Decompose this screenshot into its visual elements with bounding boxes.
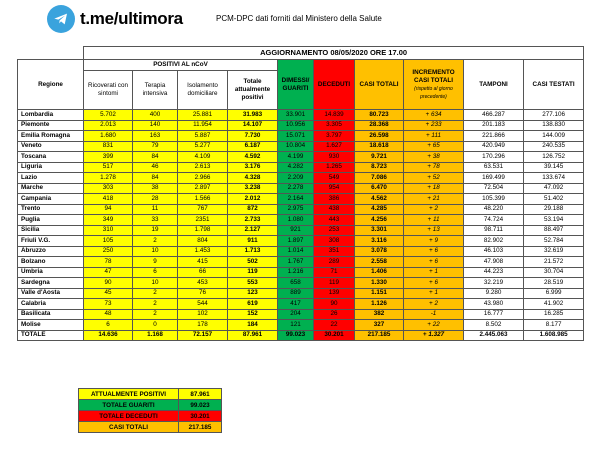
cell-tot: 502 [228, 257, 278, 268]
cell-ter: 10 [133, 246, 178, 257]
incremento-label: INCREMENTO CASI TOTALI [412, 68, 455, 84]
cell-dec: 139 [314, 288, 355, 299]
summary-value: 30.201 [179, 411, 222, 422]
cell-test: 144.009 [524, 131, 584, 142]
cell-test: 39.145 [524, 162, 584, 173]
cell-tot: 119 [228, 267, 278, 278]
table-row [18, 320, 584, 331]
cell-casi: 2.558 [355, 257, 404, 268]
cell-test: 277.106 [524, 110, 584, 121]
cell-inc: + 9 [404, 236, 464, 247]
cell-dim: 658 [278, 278, 314, 289]
cell-ter: 84 [133, 173, 178, 184]
cell-tot: 1.713 [228, 246, 278, 257]
table-row [18, 173, 584, 184]
cell-region: Lazio [18, 173, 84, 184]
cell-dec: 71 [314, 267, 355, 278]
cell-ter: 84 [133, 152, 178, 163]
cell-ric: 517 [84, 162, 133, 173]
cell-region: Valle d'Aosta [18, 288, 84, 299]
cell-dim: 4.282 [278, 162, 314, 173]
cell-tamp: 74.724 [464, 215, 524, 226]
incremento-note: (rispetto al giorno precedente) [414, 85, 453, 100]
cell-dec: 386 [314, 194, 355, 205]
cell-region: Umbria [18, 267, 84, 278]
cell-ric: 831 [84, 141, 133, 152]
cell-dim: 1.897 [278, 236, 314, 247]
cell-test: 29.188 [524, 204, 584, 215]
cell-tot: 31.983 [228, 110, 278, 121]
cell-tamp: 170.296 [464, 152, 524, 163]
cell-tamp: 2.445.063 [464, 330, 524, 341]
cell-casi: 382 [355, 309, 404, 320]
cell-region: Bolzano [18, 257, 84, 268]
cell-inc: + 111 [404, 131, 464, 142]
cell-region: Emilia Romagna [18, 131, 84, 142]
cell-ter: 2 [133, 299, 178, 310]
summary-table [78, 388, 222, 433]
cell-casi: 9.721 [355, 152, 404, 163]
cell-inc: + 634 [404, 110, 464, 121]
cell-ter: 79 [133, 141, 178, 152]
cell-tot: 872 [228, 204, 278, 215]
cell-dec: 930 [314, 152, 355, 163]
data-source: PCM-DPC dati forniti dal Ministero della Salute [216, 14, 382, 23]
col-dimessi: DIMESSI/ GUARITI [278, 60, 314, 110]
cell-iso: 1.798 [178, 225, 228, 236]
cell-tamp: 221.866 [464, 131, 524, 142]
cell-dec: 26 [314, 309, 355, 320]
cell-ric: 48 [84, 309, 133, 320]
cell-region: Trento [18, 204, 84, 215]
cell-region: Basilicata [18, 309, 84, 320]
cell-test: 30.704 [524, 267, 584, 278]
cell-ric: 6 [84, 320, 133, 331]
cell-casi: 3.116 [355, 236, 404, 247]
cell-tot: 14.107 [228, 120, 278, 131]
cell-iso: 102 [178, 309, 228, 320]
cell-dec: 119 [314, 278, 355, 289]
cell-test: 138.830 [524, 120, 584, 131]
cell-test: 51.402 [524, 194, 584, 205]
cell-ric: 1.680 [84, 131, 133, 142]
cell-iso: 767 [178, 204, 228, 215]
summary-value: 217.185 [179, 422, 222, 433]
col-casi-testati: CASI TESTATI [524, 60, 584, 110]
cell-casi: 1.406 [355, 267, 404, 278]
cell-dec: 30.201 [314, 330, 355, 341]
cell-tot: 2.733 [228, 215, 278, 226]
cell-iso: 453 [178, 278, 228, 289]
cell-tamp: 420.949 [464, 141, 524, 152]
cell-tamp: 98.711 [464, 225, 524, 236]
cell-tamp: 169.499 [464, 173, 524, 184]
cell-ric: 105 [84, 236, 133, 247]
cell-ter: 46 [133, 162, 178, 173]
cell-casi: 18.618 [355, 141, 404, 152]
cell-tamp: 466.287 [464, 110, 524, 121]
cell-casi: 4.256 [355, 215, 404, 226]
cell-ter: 2 [133, 288, 178, 299]
cell-tot: 619 [228, 299, 278, 310]
cell-inc: + 22 [404, 320, 464, 331]
cell-dim: 2.164 [278, 194, 314, 205]
cell-test: 28.519 [524, 278, 584, 289]
col-incremento [404, 60, 464, 110]
cell-test: 88.497 [524, 225, 584, 236]
cell-ter: 140 [133, 120, 178, 131]
telegram-icon [47, 5, 75, 33]
cell-tamp: 44.223 [464, 267, 524, 278]
cell-tamp: 63.531 [464, 162, 524, 173]
cell-tot: 184 [228, 320, 278, 331]
col-terapia: Terapia intensiva [133, 71, 178, 110]
cell-tot: 87.961 [228, 330, 278, 341]
cell-iso: 5.887 [178, 131, 228, 142]
cell-casi: 4.285 [355, 204, 404, 215]
cell-iso: 2.966 [178, 173, 228, 184]
cell-iso: 66 [178, 267, 228, 278]
table-row [18, 309, 584, 320]
table-row [18, 215, 584, 226]
table-row [18, 152, 584, 163]
cell-iso: 2.897 [178, 183, 228, 194]
header-row-1 [18, 60, 584, 71]
cell-ter: 2 [133, 236, 178, 247]
cell-region: Campania [18, 194, 84, 205]
cell-dim: 2.975 [278, 204, 314, 215]
table-row [18, 183, 584, 194]
cell-casi: 28.368 [355, 120, 404, 131]
cell-tot: 553 [228, 278, 278, 289]
cell-dec: 308 [314, 236, 355, 247]
cell-region: Molise [18, 320, 84, 331]
cell-dec: 3.797 [314, 131, 355, 142]
cell-iso: 4.109 [178, 152, 228, 163]
cell-casi: 217.185 [355, 330, 404, 341]
cell-inc: + 2 [404, 299, 464, 310]
table-row [18, 257, 584, 268]
col-isolamento: Isolamento domiciliare [178, 71, 228, 110]
summary-label: ATTUALMENTE POSITIVI [79, 389, 179, 400]
cell-iso: 76 [178, 288, 228, 299]
cell-casi: 3.301 [355, 225, 404, 236]
cell-region: Marche [18, 183, 84, 194]
cell-dim: 417 [278, 299, 314, 310]
cell-casi: 26.598 [355, 131, 404, 142]
cell-dim: 1.080 [278, 215, 314, 226]
cell-dim: 2.278 [278, 183, 314, 194]
cell-ter: 10 [133, 278, 178, 289]
cell-ric: 94 [84, 204, 133, 215]
table-row [18, 267, 584, 278]
cell-ter: 0 [133, 320, 178, 331]
table-row [18, 131, 584, 142]
cell-casi: 3.078 [355, 246, 404, 257]
cell-ric: 1.278 [84, 173, 133, 184]
cell-inc: + 21 [404, 194, 464, 205]
cell-tamp: 72.504 [464, 183, 524, 194]
cell-tamp: 201.183 [464, 120, 524, 131]
cell-tamp: 48.220 [464, 204, 524, 215]
cell-ter: 400 [133, 110, 178, 121]
cell-casi: 6.470 [355, 183, 404, 194]
cell-dim: 10.956 [278, 120, 314, 131]
cell-dec: 289 [314, 257, 355, 268]
summary-row [79, 400, 222, 411]
cell-dim: 1.216 [278, 267, 314, 278]
cell-test: 1.608.985 [524, 330, 584, 341]
cell-dec: 253 [314, 225, 355, 236]
cell-ric: 418 [84, 194, 133, 205]
cell-test: 16.285 [524, 309, 584, 320]
table-row [18, 246, 584, 257]
cell-ric: 250 [84, 246, 133, 257]
cell-region: Abruzzo [18, 246, 84, 257]
cell-tamp: 105.399 [464, 194, 524, 205]
total-row [18, 330, 584, 341]
cell-test: 53.194 [524, 215, 584, 226]
covid-table [17, 46, 584, 341]
cell-ric: 349 [84, 215, 133, 226]
cell-region: Friuli V.G. [18, 236, 84, 247]
cell-casi: 4.562 [355, 194, 404, 205]
cell-ric: 5.702 [84, 110, 133, 121]
cell-inc: + 6 [404, 257, 464, 268]
summary-row [79, 422, 222, 433]
cell-dim: 204 [278, 309, 314, 320]
col-positivi-group: POSITIVI AL nCoV [84, 60, 278, 71]
table-row [18, 110, 584, 121]
cell-casi: 327 [355, 320, 404, 331]
table-row [18, 120, 584, 131]
cell-ric: 78 [84, 257, 133, 268]
cell-dim: 2.209 [278, 173, 314, 184]
cell-iso: 2.613 [178, 162, 228, 173]
cell-tot: 4.592 [228, 152, 278, 163]
cell-dim: 1.767 [278, 257, 314, 268]
cell-casi: 1.330 [355, 278, 404, 289]
cell-test: 32.619 [524, 246, 584, 257]
cell-dim: 15.071 [278, 131, 314, 142]
title-row [18, 47, 584, 60]
table-row [18, 288, 584, 299]
cell-iso: 11.954 [178, 120, 228, 131]
cell-dec: 1.265 [314, 162, 355, 173]
summary-label: CASI TOTALI [79, 422, 179, 433]
cell-dec: 438 [314, 204, 355, 215]
cell-region: Liguria [18, 162, 84, 173]
cell-tamp: 8.502 [464, 320, 524, 331]
cell-test: 52.784 [524, 236, 584, 247]
cell-ric: 45 [84, 288, 133, 299]
cell-inc: + 52 [404, 173, 464, 184]
cell-iso: 544 [178, 299, 228, 310]
cell-inc: + 1 [404, 267, 464, 278]
cell-tot: 3.176 [228, 162, 278, 173]
table-row [18, 278, 584, 289]
cell-iso: 1.566 [178, 194, 228, 205]
cell-dec: 549 [314, 173, 355, 184]
cell-inc: + 78 [404, 162, 464, 173]
cell-iso: 804 [178, 236, 228, 247]
cell-inc: + 13 [404, 225, 464, 236]
cell-test: 133.674 [524, 173, 584, 184]
cell-region: Sardegna [18, 278, 84, 289]
cell-dim: 921 [278, 225, 314, 236]
cell-inc: + 65 [404, 141, 464, 152]
cell-ric: 310 [84, 225, 133, 236]
summary-value: 87.961 [179, 389, 222, 400]
table-row [18, 162, 584, 173]
cell-iso: 2351 [178, 215, 228, 226]
cell-test: 126.752 [524, 152, 584, 163]
cell-tamp: 43.980 [464, 299, 524, 310]
cell-iso: 178 [178, 320, 228, 331]
cell-test: 240.535 [524, 141, 584, 152]
cell-tot: 123 [228, 288, 278, 299]
cell-ter: 11 [133, 204, 178, 215]
cell-inc: + 38 [404, 152, 464, 163]
cell-dim: 4.199 [278, 152, 314, 163]
cell-casi: 1.151 [355, 288, 404, 299]
cell-dim: 33.901 [278, 110, 314, 121]
cell-ric: 73 [84, 299, 133, 310]
cell-ric: 2.013 [84, 120, 133, 131]
cell-inc: + 18 [404, 183, 464, 194]
cell-ric: 14.636 [84, 330, 133, 341]
cell-tamp: 82.902 [464, 236, 524, 247]
cell-inc: + 11 [404, 215, 464, 226]
table-row [18, 204, 584, 215]
cell-dec: 443 [314, 215, 355, 226]
cell-region: Lombardia [18, 110, 84, 121]
cell-ter: 28 [133, 194, 178, 205]
cell-dec: 90 [314, 299, 355, 310]
cell-tot: 6.187 [228, 141, 278, 152]
col-tamponi: TAMPONI [464, 60, 524, 110]
table-row [18, 236, 584, 247]
cell-casi: 1.126 [355, 299, 404, 310]
cell-ter: 2 [133, 309, 178, 320]
table-row [18, 225, 584, 236]
cell-ter: 6 [133, 267, 178, 278]
cell-inc: + 2 [404, 204, 464, 215]
cell-tamp: 9.280 [464, 288, 524, 299]
cell-tot: 911 [228, 236, 278, 247]
col-deceduti: DECEDUTI [314, 60, 355, 110]
cell-tot: 7.730 [228, 131, 278, 142]
cell-tot: 2.012 [228, 194, 278, 205]
brand-name: t.me/ultimora [80, 9, 183, 28]
col-ricoverati: Ricoverati con sintomi [84, 71, 133, 110]
cell-iso: 25.881 [178, 110, 228, 121]
cell-ric: 47 [84, 267, 133, 278]
cell-casi: 80.723 [355, 110, 404, 121]
cell-ric: 90 [84, 278, 133, 289]
cell-inc: + 1.327 [404, 330, 464, 341]
summary-label: TOTALE DECEDUTI [79, 411, 179, 422]
col-totale-positivi: Totale attualmente positivi [228, 71, 278, 110]
summary-row [79, 389, 222, 400]
cell-tot: 3.238 [228, 183, 278, 194]
cell-region: Veneto [18, 141, 84, 152]
cell-region: Calabria [18, 299, 84, 310]
cell-dec: 954 [314, 183, 355, 194]
update-title: AGGIORNAMENTO 08/05/2020 ORE 17.00 [84, 47, 584, 60]
cell-dim: 121 [278, 320, 314, 331]
cell-ric: 399 [84, 152, 133, 163]
cell-iso: 415 [178, 257, 228, 268]
cell-dim: 99.023 [278, 330, 314, 341]
cell-inc: + 6 [404, 278, 464, 289]
cell-test: 47.092 [524, 183, 584, 194]
cell-iso: 5.277 [178, 141, 228, 152]
cell-ter: 1.168 [133, 330, 178, 341]
cell-ter: 38 [133, 183, 178, 194]
cell-tot: 4.328 [228, 173, 278, 184]
col-region: Regione [18, 60, 84, 110]
cell-ter: 33 [133, 215, 178, 226]
summary-row [79, 411, 222, 422]
col-casi-totali: CASI TOTALI [355, 60, 404, 110]
cell-tamp: 16.777 [464, 309, 524, 320]
cell-tot: 152 [228, 309, 278, 320]
cell-dec: 14.839 [314, 110, 355, 121]
cell-tamp: 46.103 [464, 246, 524, 257]
cell-inc: + 1 [404, 288, 464, 299]
cell-ter: 19 [133, 225, 178, 236]
cell-dim: 10.804 [278, 141, 314, 152]
cell-inc: -1 [404, 309, 464, 320]
cell-ter: 9 [133, 257, 178, 268]
cell-dec: 22 [314, 320, 355, 331]
cell-dec: 351 [314, 246, 355, 257]
cell-iso: 72.157 [178, 330, 228, 341]
cell-tamp: 32.219 [464, 278, 524, 289]
cell-region: Puglia [18, 215, 84, 226]
cell-dec: 3.305 [314, 120, 355, 131]
summary-value: 99.023 [179, 400, 222, 411]
cell-region: TOTALE [18, 330, 84, 341]
header [0, 0, 600, 40]
cell-inc: + 233 [404, 120, 464, 131]
cell-test: 8.177 [524, 320, 584, 331]
summary-label: TOTALE GUARITI [79, 400, 179, 411]
table-row [18, 299, 584, 310]
cell-dec: 1.627 [314, 141, 355, 152]
cell-region: Piemonte [18, 120, 84, 131]
cell-iso: 1.453 [178, 246, 228, 257]
cell-region: Sicilia [18, 225, 84, 236]
table-row [18, 141, 584, 152]
table-row [18, 194, 584, 205]
cell-ric: 303 [84, 183, 133, 194]
cell-region: Toscana [18, 152, 84, 163]
cell-dim: 1.014 [278, 246, 314, 257]
cell-test: 6.999 [524, 288, 584, 299]
cell-ter: 163 [133, 131, 178, 142]
cell-inc: + 6 [404, 246, 464, 257]
cell-casi: 8.723 [355, 162, 404, 173]
cell-tamp: 47.908 [464, 257, 524, 268]
cell-test: 41.902 [524, 299, 584, 310]
cell-tot: 2.127 [228, 225, 278, 236]
cell-dim: 889 [278, 288, 314, 299]
cell-casi: 7.086 [355, 173, 404, 184]
cell-test: 21.572 [524, 257, 584, 268]
